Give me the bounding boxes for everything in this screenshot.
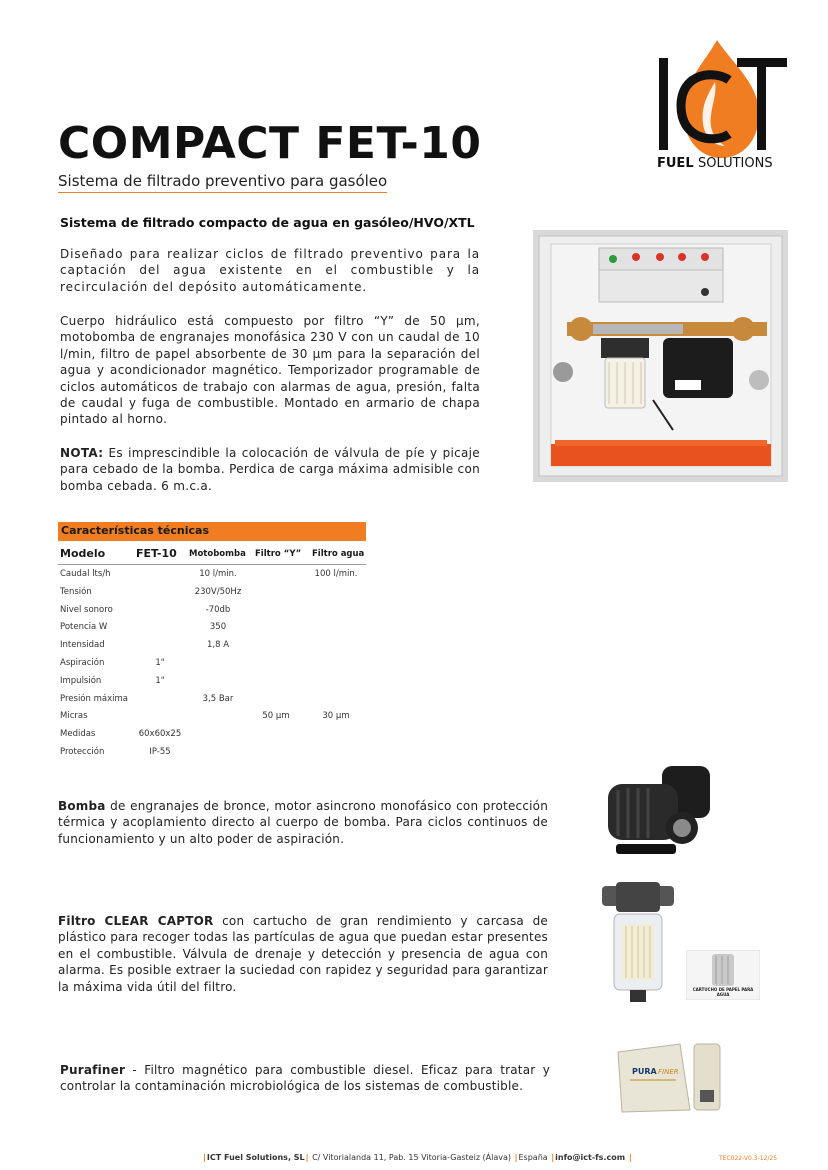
spec-label: Micras <box>60 711 88 722</box>
cartridge-caption: CARTUCHO DE PAPEL PARA AGUA <box>692 987 754 997</box>
cartridge-photo <box>686 950 760 1000</box>
footer-company: ICT Fuel Solutions, SL <box>206 1153 305 1162</box>
cabinet-photo <box>533 230 788 482</box>
note-label: NOTA: <box>60 446 104 460</box>
bomba-description <box>58 798 548 847</box>
spec-filtro-agua: 30 µm <box>322 711 350 722</box>
spec-row <box>58 565 366 583</box>
purafiner-photo <box>614 1040 722 1116</box>
spec-label: Caudal lts/h <box>60 569 111 579</box>
spec-row <box>58 707 366 725</box>
page-subtitle: Sistema de filtrado preventivo para gasóleo <box>58 172 387 193</box>
spec-label: Aspiración <box>60 657 105 668</box>
spec-table <box>58 522 366 761</box>
purafiner-description <box>60 1062 550 1095</box>
body-paragraph: Cuerpo hidráulico está compuesto por filtro “Y” de 50 µm, motobomba de engranajes monofásica 230 V con un caudal de 10 l/min, filtro de papel absorbente de 30 µm para la separación del agua y acondicionador magnético. Temporizador programable de ciclos automáticos de trabajo con alarmas de agua, presión, falta de caudal y fuga de combustible. Montado en armario de chapa pintado al horno. <box>60 314 480 427</box>
spec-label: Medidas <box>60 729 96 740</box>
spec-header: Características técnicas <box>58 522 366 541</box>
purafiner-brand-suffix: FINER <box>658 1068 679 1076</box>
spec-row <box>58 725 366 743</box>
spec-filtro-agua: 100 l/min. <box>314 569 358 579</box>
ict-logo <box>655 40 790 170</box>
spec-row <box>58 618 366 636</box>
spec-motobomba: 1,8 A <box>206 640 230 651</box>
spec-label: Impulsión <box>60 675 102 686</box>
purafiner-brand: PURA <box>632 1067 657 1076</box>
spec-label: Presión máxima <box>60 693 128 704</box>
col-model: Modelo <box>60 547 106 560</box>
note-paragraph <box>60 445 480 494</box>
bomba-text: de engranajes de bronce, motor asincrono monofásico con protección térmica y acoplamiento directo al cuerpo de bomba. Para ciclos continuos de funcionamiento y un alto poder de aspiración. <box>58 799 548 846</box>
purafiner-label: Purafiner <box>60 1063 126 1077</box>
note-text: Es imprescindible la colocación de válvula de píe y picaje para cebado de la bomba. Perdica de carga máxima admisible con bomba cebada. 6 m.c.a. <box>60 446 480 493</box>
page-title: COMPACT FET-10 <box>58 118 482 169</box>
filtro-label: Filtro CLEAR CAPTOR <box>58 914 214 928</box>
spec-filtro-y: 50 µm <box>262 711 290 722</box>
footer-email[interactable]: info@ict-fs.com <box>555 1153 626 1162</box>
filtro-text: con cartucho de gran rendimiento y carcasa de plástico para recoger todas las partículas de agua que puedan estar presentes en el combustible. Válvula de drenaje y detección y presencia de agua con alarma. Es posible extraer la suciedad con rapidez y seguridad para garantizar la máxima vida útil del filtro. <box>58 914 548 994</box>
col-fet: FET-10 <box>136 547 177 560</box>
spec-fet: 60x60x25 <box>138 729 182 740</box>
spec-row <box>58 690 366 708</box>
col-motobomba: Motobomba <box>189 549 246 559</box>
section-heading: Sistema de filtrado compacto de agua en gasóleo/HVO/XTL <box>60 215 475 230</box>
spec-row <box>58 654 366 672</box>
spec-motobomba: 3,5 Bar <box>202 693 234 704</box>
bomba-label: Bomba <box>58 799 106 813</box>
spec-label: Protección <box>60 746 105 757</box>
spec-motobomba: 10 l/min. <box>199 569 237 579</box>
spec-motobomba: 230V/50Hz <box>194 586 242 597</box>
spec-row <box>58 583 366 601</box>
intro-paragraph: Diseñado para realizar ciclos de filtrado preventivo para la captación del agua existente en el combustible y la recirculación del depósito automáticamente. <box>60 247 480 294</box>
logo-solutions: SOLUTIONS <box>698 156 773 170</box>
logo-fuel: FUEL <box>657 156 694 170</box>
spec-label: Potencia W <box>60 622 108 633</box>
pump-photo <box>600 762 715 864</box>
footer-address: C/ Vitorialanda 11, Pab. 15 Vitoria-Gasteiz (Álava) <box>309 1153 514 1162</box>
footer: |ICT Fuel Solutions, SL| C/ Vitorialanda 11, Pab. 15 Vitoria-Gasteiz (Álava) |España |info@ict-fs.com | <box>203 1153 632 1162</box>
spec-fet: 1" <box>155 657 165 668</box>
document-code: TEC022-V0.3-12/25 <box>719 1155 778 1162</box>
spec-rows <box>58 565 366 761</box>
col-filtro-y: Filtro “Y” <box>255 549 302 559</box>
filter-photo <box>598 880 678 1008</box>
spec-row <box>58 636 366 654</box>
spec-motobomba: 350 <box>209 622 227 633</box>
spec-row <box>58 601 366 619</box>
spec-row <box>58 672 366 690</box>
spec-row <box>58 743 366 761</box>
spec-fet: 1" <box>155 675 165 686</box>
col-filtro-agua: Filtro agua <box>312 549 365 559</box>
footer-country: España <box>518 1153 551 1162</box>
spec-fet: IP-55 <box>149 746 171 757</box>
filtro-description <box>58 913 548 995</box>
spec-motobomba: -70db <box>205 604 231 615</box>
spec-columns <box>58 541 366 565</box>
spec-label: Nivel sonoro <box>60 604 113 615</box>
purafiner-text: - Filtro magnético para combustible diesel. Eficaz para tratar y controlar la contaminación microbiológica de los sistemas de combustible. <box>60 1063 550 1094</box>
spec-label: Tensión <box>60 586 92 597</box>
spec-label: Intensidad <box>60 640 105 651</box>
